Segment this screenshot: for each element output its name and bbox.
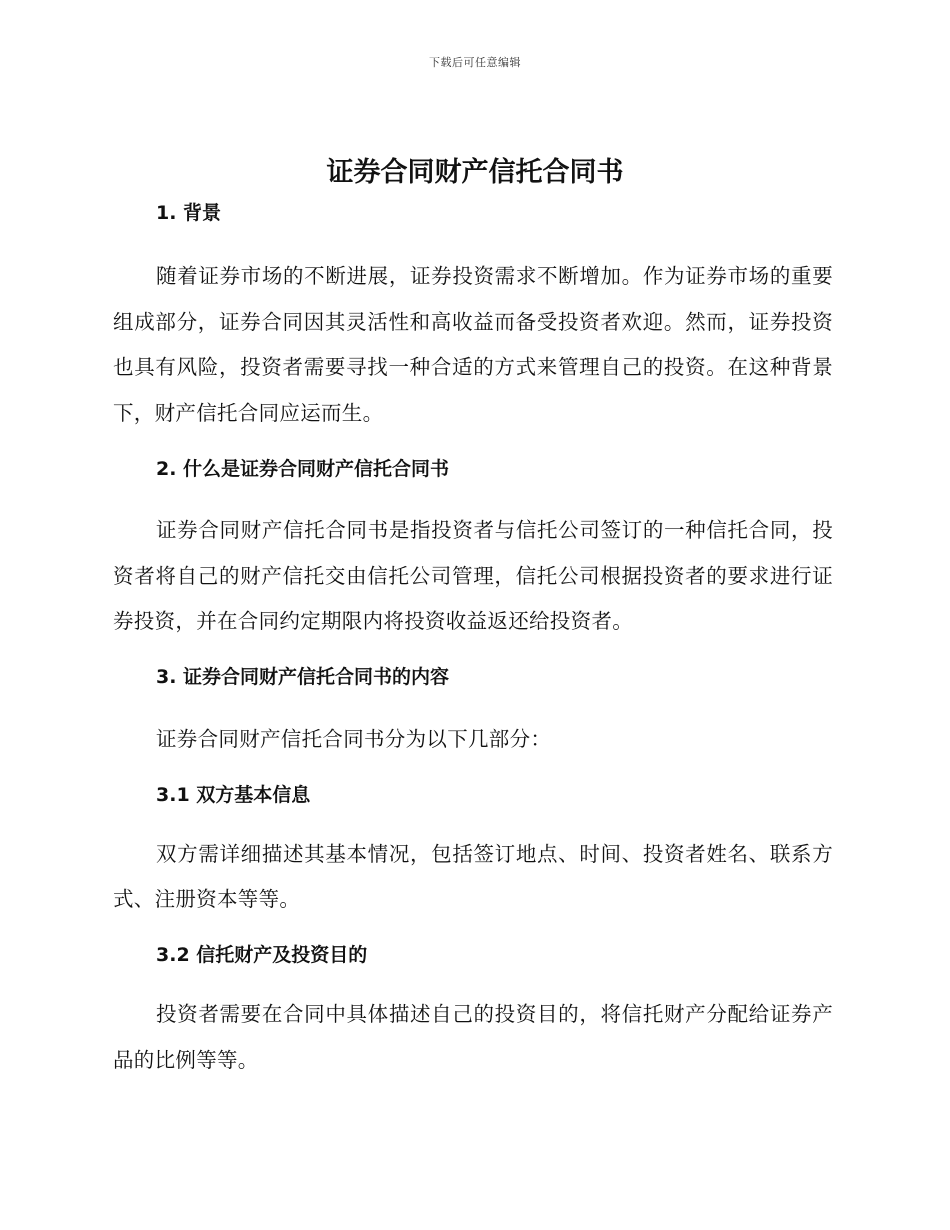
- section-paragraph-contents: 证券合同财产信托合同书分为以下几部分：: [156, 726, 552, 751]
- section-paragraph-background: 随着证券市场的不断进展，证券投资需求不断增加。作为证券市场的重要组成部分，证券合同因其灵活性和高收益而备受投资者欢迎。然而，证券投资也具有风险，投资者需要寻找一种合适的方式来管理自己的投资。在这种背景下，财产信托合同应运而生。: [113, 264, 833, 426]
- section-paragraph-basic-info: 双方需详细描述其基本情况，包括签订地点、时间、投资者姓名、联系方式、注册资本等等。: [113, 841, 833, 912]
- section-heading-definition: 2. 什么是证券合同财产信托合同书: [156, 457, 450, 480]
- section-heading-background: 1. 背景: [156, 202, 222, 224]
- section-heading-basic-info: 3.1 双方基本信息: [156, 783, 311, 806]
- section-paragraph-trust-property: 投资者需要在合同中具体描述自己的投资目的，将信托财产分配给证券产品的比例等等。: [113, 1002, 833, 1072]
- page-title: 证券合同财产信托合同书: [326, 157, 624, 188]
- header-note: 下载后可任意编辑: [429, 56, 521, 69]
- document-body: [113, 199, 833, 1083]
- section-heading-contents: 3. 证券合同财产信托合同书的内容: [156, 665, 450, 688]
- section-heading-trust-property: 3.2 信托财产及投资目的: [156, 944, 368, 967]
- section-paragraph-definition: 证券合同财产信托合同书是指投资者与信托公司签订的一种信托合同，投资者将自己的财产信托交由信托公司管理，信托公司根据投资者的要求进行证券投资，并在合同约定期限内将投资收益返还给投资者。: [113, 517, 833, 634]
